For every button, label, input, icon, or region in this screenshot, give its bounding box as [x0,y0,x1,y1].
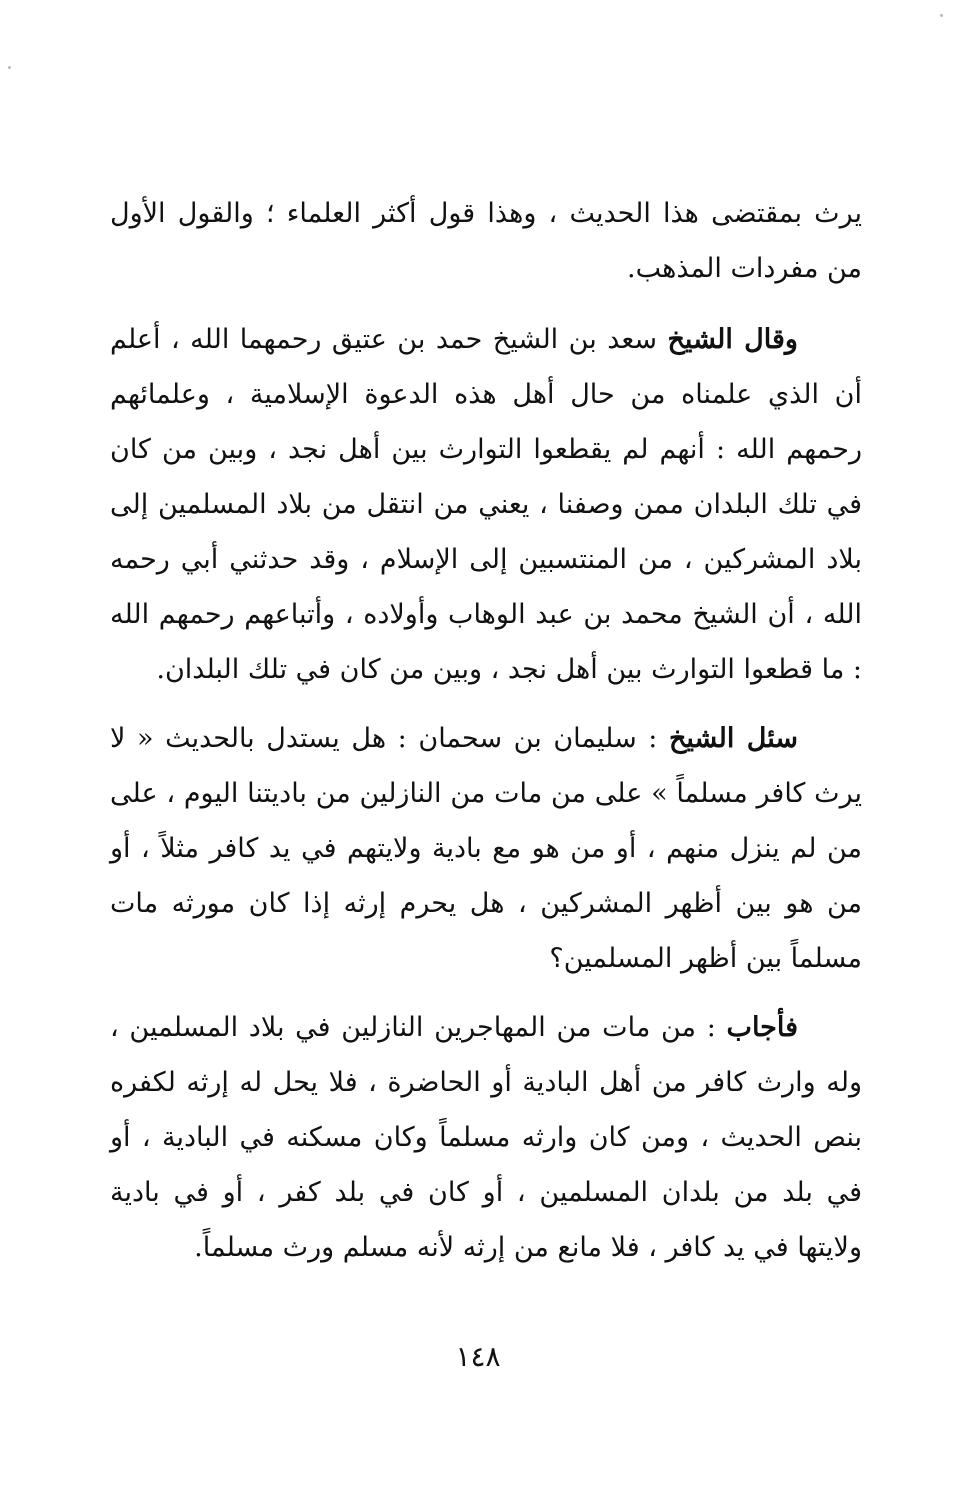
scan-speck [940,14,943,17]
paragraph-1 [110,186,862,296]
paragraph-lead: سئل الشيخ [668,723,798,754]
paragraph-text: سعد بن الشيخ حمد بن عتيق رحمهما الله ، أعلم أن الذي علمناه من حال أهل هذه الدعوة الإسلامية ، وعلمائهم رحمهم الله : أنهم لم يقطعوا التوارث بين أهل نجد ، وبين من كان في تلك البلدان ممن وصفنا ، يعني من انتقل من بلاد المسلمين إلى بلاد المشركين ، من المنتسبين إلى الإسلام ، وقد حدثني أبي رحمه الله ، أن الشيخ محمد بن عبد الوهاب وأولاده ، وأتباعهم رحمهم الله : ما قطعوا التوارث بين أهل نجد ، وبين من كان في تلك البلدان. [110,324,862,685]
paragraph-lead: وقال الشيخ [667,324,798,355]
paragraph-lead: فأجاب [726,1012,798,1043]
paragraph-text: يرث بمقتضى هذا الحديث ، وهذا قول أكثر العلماء ؛ والقول الأول من مفردات المذهب. [110,198,862,284]
paragraph-3 [110,711,862,986]
page-body [110,186,862,1275]
scan-speck [8,66,11,69]
paragraph-2 [110,312,862,697]
page-number: ١٤٨ [455,1340,501,1373]
paragraph-4 [110,1000,862,1275]
paragraph-text: : سليمان بن سحمان : هل يستدل بالحديث « لا يرث كافر مسلماً » على من مات من النازلين من باديتنا اليوم ، على من لم ينزل منهم ، أو من هو مع بادية ولايتهم في يد كافر مثلاً ، أو من هو بين أظهر المشركين ، هل يحرم إرثه إذا كان مورثه مات مسلماً بين أظهر المسلمين؟ [110,723,862,974]
paragraph-text: : من مات من المهاجرين النازلين في بلاد المسلمين ، وله وارث كافر من أهل البادية أو الحاضرة ، فلا يحل له إرثه لكفره بنص الحديث ، ومن كان وارثه مسلماً وكان مسكنه في البادية ، أو في بلد من بلدان المسلمين ، أو كان في بلد كفر ، أو في بادية ولايتها في يد كافر ، فلا مانع من إرثه لأنه مسلم ورث مسلماً. [110,1012,862,1263]
